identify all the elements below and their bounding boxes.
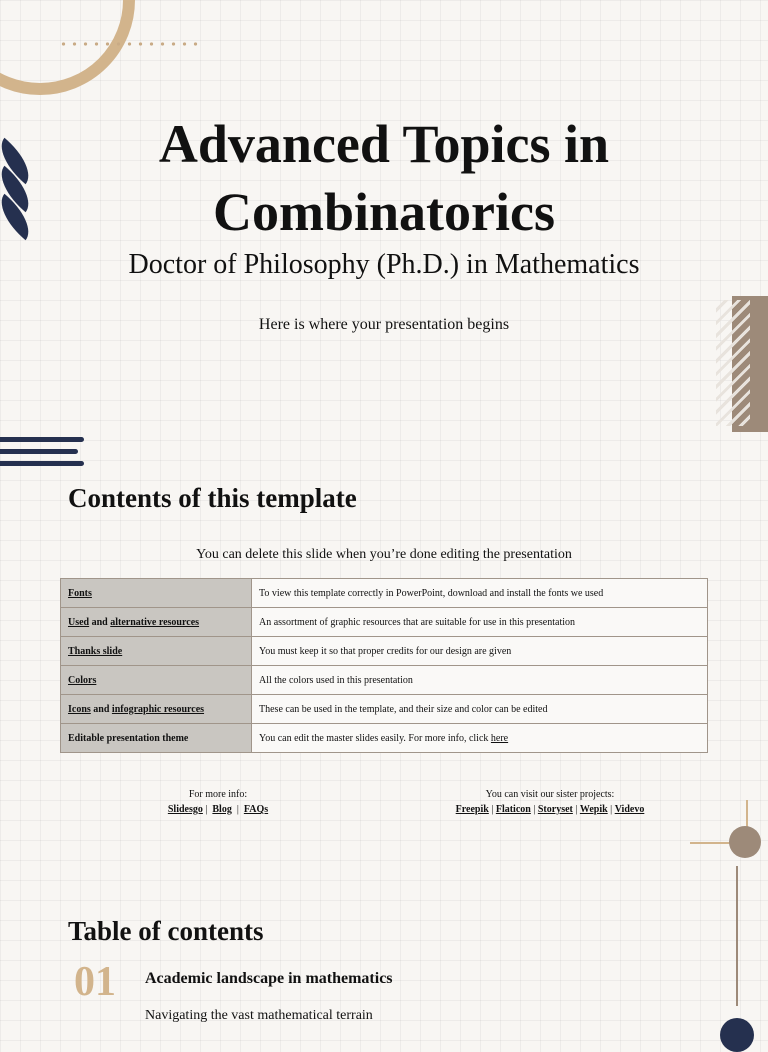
contents-heading: Contents of this template xyxy=(68,483,357,513)
tagline: Here is where your presentation begins xyxy=(258,316,510,333)
slidesgo-link[interactable]: Slidesgo xyxy=(167,804,203,815)
page-title xyxy=(40,110,728,246)
decor-circle xyxy=(729,826,761,858)
row-value: All the colors used in this presentation xyxy=(252,666,708,695)
sister-links: Freepik | Flaticon | Storyset | Wepik | Videvo xyxy=(455,804,645,815)
alternative-resources-link[interactable]: alternative resources xyxy=(110,616,200,628)
icons-link[interactable]: Icons xyxy=(68,703,91,715)
more-info xyxy=(110,787,326,817)
used-link[interactable]: Used xyxy=(68,616,90,628)
title-line: Combinatorics xyxy=(213,182,555,242)
row-key: Editable presentation theme xyxy=(61,724,252,753)
sister-projects xyxy=(400,787,700,817)
freepik-link[interactable]: Freepik xyxy=(455,804,489,815)
row-key xyxy=(61,666,252,695)
row-value: To view this template correctly in PowerPoint, download and install the fonts we used xyxy=(252,579,708,608)
infographic-resources-link[interactable]: infographic resources xyxy=(111,703,205,715)
table-row xyxy=(61,579,708,608)
colors-link[interactable]: Colors xyxy=(68,674,97,686)
key-joiner: and xyxy=(89,616,111,628)
decor-line xyxy=(736,866,738,1006)
storyset-link[interactable]: Storyset xyxy=(537,804,573,815)
table-row xyxy=(61,608,708,637)
fonts-link[interactable]: Fonts xyxy=(68,587,92,599)
toc-number: 01 xyxy=(74,959,116,1005)
toc-heading: Table of contents xyxy=(68,916,264,946)
toc-item-title: Academic landscape in mathematics xyxy=(145,970,393,987)
videvo-link[interactable]: Videvo xyxy=(614,804,645,815)
wepik-link[interactable]: Wepik xyxy=(579,804,608,815)
more-info-links: Slidesgo | Blog | FAQs xyxy=(167,804,269,815)
decor-line xyxy=(690,842,730,844)
flaticon-link[interactable]: Flaticon xyxy=(495,804,531,815)
table-row xyxy=(61,666,708,695)
title-line: Advanced Topics in xyxy=(158,114,610,174)
thanks-slide-link[interactable]: Thanks slide xyxy=(68,645,123,657)
delete-note: You can delete this slide when you’re done editing the presentation xyxy=(196,547,572,562)
row-value: You must keep it so that proper credits for our design are given xyxy=(252,637,708,666)
blog-link[interactable]: Blog xyxy=(212,804,232,815)
here-link[interactable]: here xyxy=(490,732,509,744)
decor-stripe xyxy=(0,449,78,454)
row-value: These can be used in the template, and their size and color can be edited xyxy=(252,695,708,724)
toc-item-desc: Navigating the vast mathematical terrain xyxy=(145,1008,373,1023)
more-info-label: For more info: xyxy=(188,789,248,800)
row-key xyxy=(61,608,252,637)
resources-table xyxy=(60,578,708,753)
row-value xyxy=(252,724,708,753)
decor-stripes xyxy=(0,437,84,473)
table-row xyxy=(61,695,708,724)
table-row xyxy=(61,637,708,666)
page-subtitle: Doctor of Philosophy (Ph.D.) in Mathematics xyxy=(128,249,640,280)
decor-circle xyxy=(720,1018,754,1052)
faqs-link[interactable]: FAQs xyxy=(243,804,269,815)
row-key xyxy=(61,579,252,608)
row-key xyxy=(61,695,252,724)
row-key xyxy=(61,637,252,666)
decor-dots xyxy=(58,40,198,48)
decor-stripe xyxy=(0,461,84,466)
row-value: An assortment of graphic resources that are suitable for use in this presentation xyxy=(252,608,708,637)
decor-stripe xyxy=(0,437,84,442)
sister-label: You can visit our sister projects: xyxy=(485,789,615,800)
table-row xyxy=(61,724,708,753)
row-value-text: You can edit the master slides easily. For more info, click xyxy=(259,732,491,744)
key-joiner: and xyxy=(90,703,112,715)
